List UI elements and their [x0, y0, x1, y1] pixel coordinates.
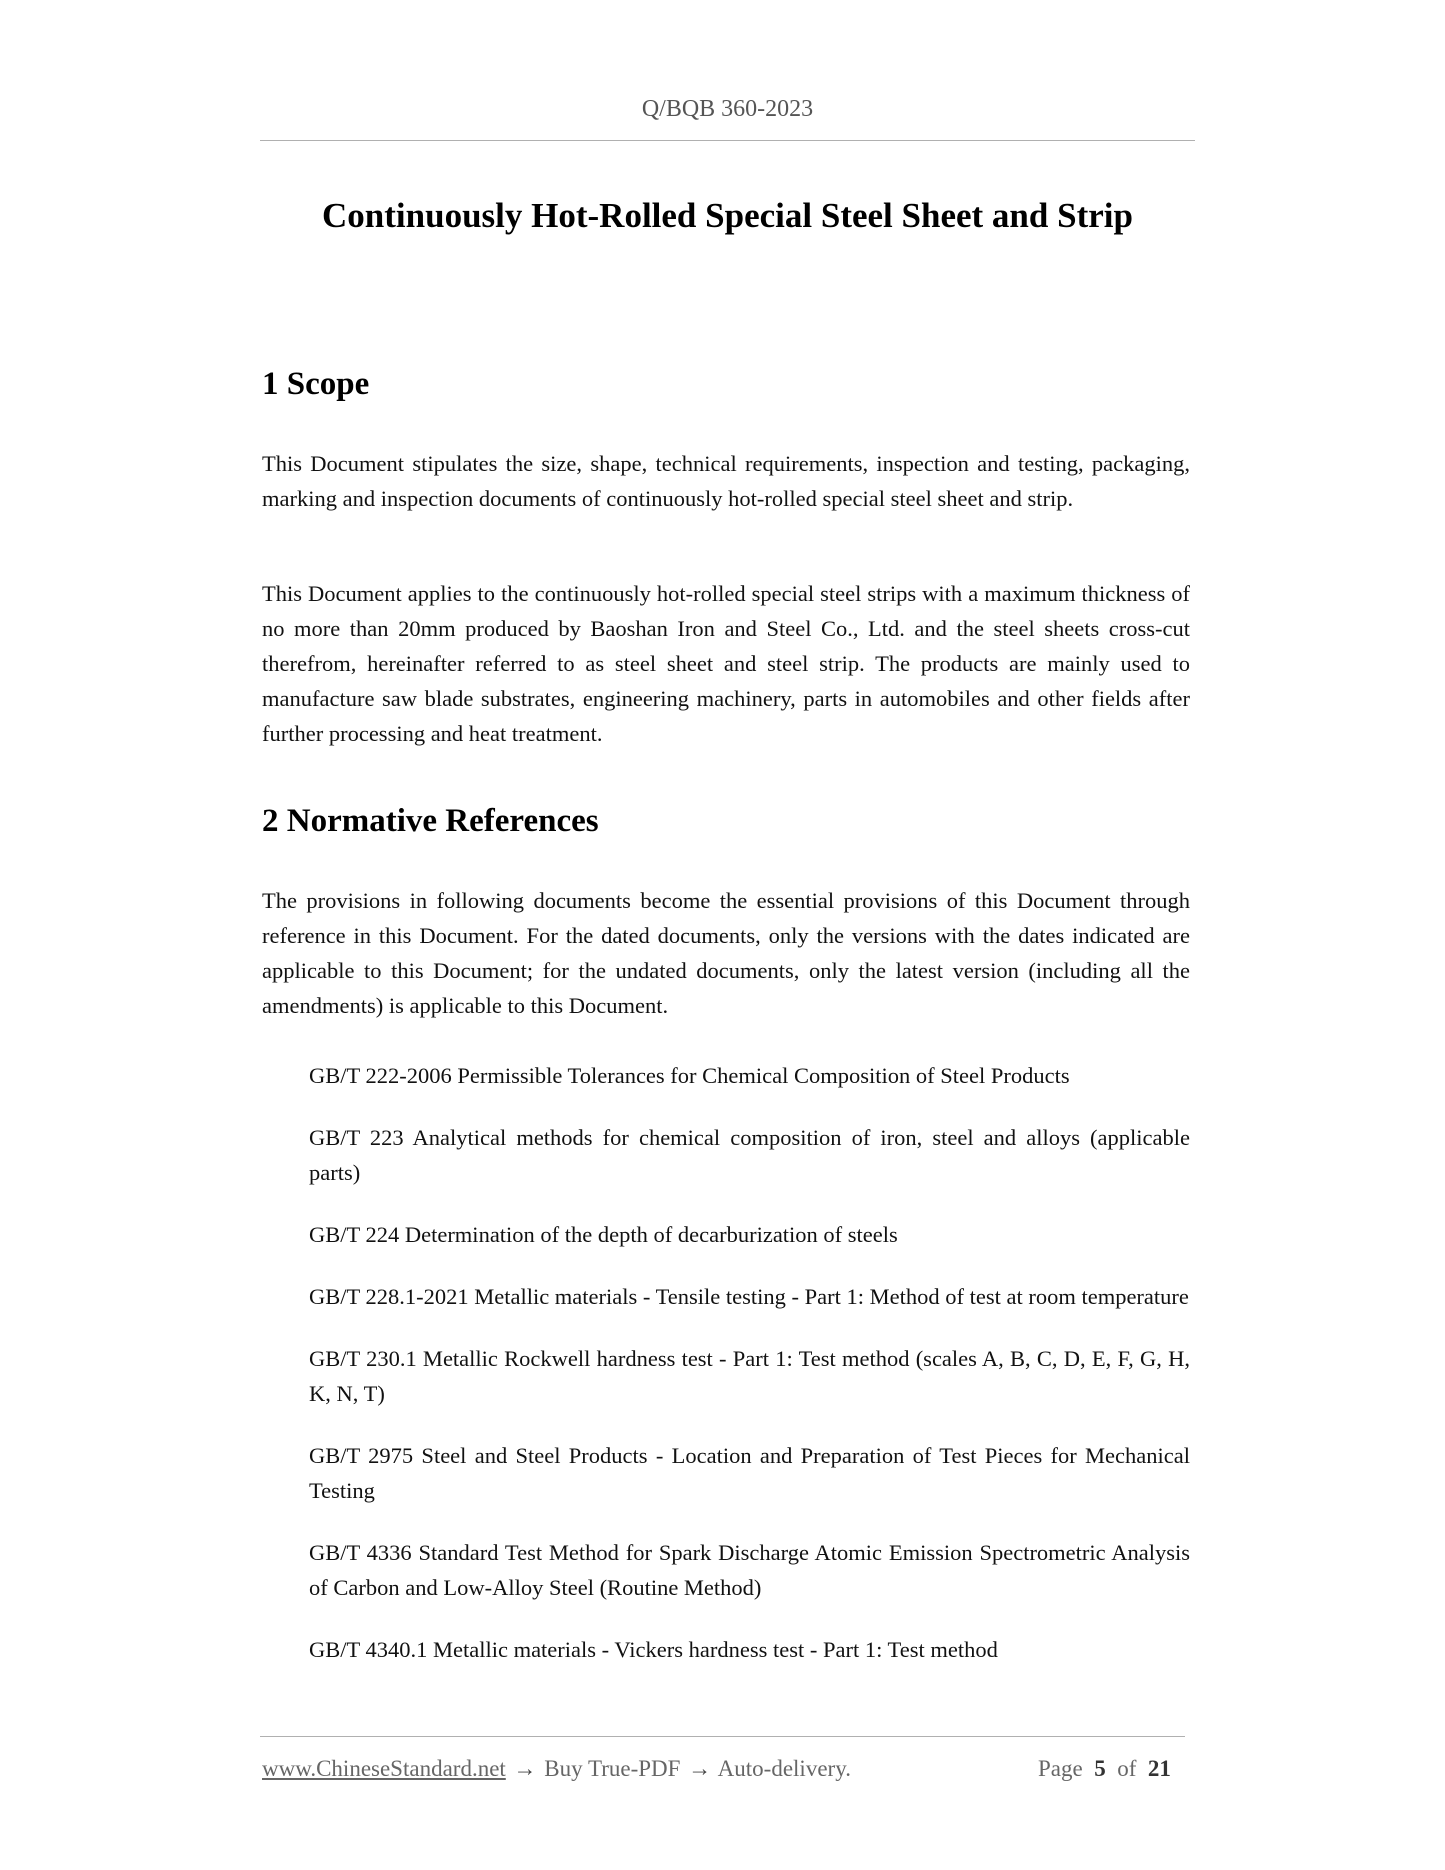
current-page-number: 5: [1094, 1756, 1106, 1781]
scope-paragraph-1: This Document stipulates the size, shape, technical requirements, inspection and testing, packaging, marking and inspection documents of continuously hot-rolled special steel sheet and strip.: [262, 451, 1190, 511]
arrow-right-icon: →: [513, 1756, 537, 1781]
reference-item: GB/T 230.1 Metallic Rockwell hardness test - Part 1: Test method (scales A, B, C, D, E, F, G, H, K, N, T): [309, 1346, 1190, 1406]
reference-item: GB/T 223 Analytical methods for chemical composition of iron, steel and alloys (applicable parts): [309, 1125, 1190, 1185]
arrow-right-icon: →: [688, 1756, 712, 1781]
scope-paragraph-2-wrap: [262, 576, 1190, 751]
scope-paragraph-1-wrap: [262, 446, 1190, 516]
section-heading-references: 2 Normative References: [262, 803, 599, 839]
reference-list: [309, 1058, 1190, 1694]
references-intro: The provisions in following documents become the essential provisions of this Document through reference in this Document. For the dated documents, only the versions with the dates indicated are applicable to this Document; for the undated documents, only the latest version (including all the amendments) is applicable to this Document.: [262, 888, 1190, 1018]
document-title: Continuously Hot-Rolled Special Steel Sheet and Strip: [322, 196, 1133, 235]
reference-item: GB/T 222-2006 Permissible Tolerances for Chemical Composition of Steel Products: [309, 1063, 1070, 1088]
buy-pdf-text: Buy True-PDF: [544, 1756, 681, 1781]
section-references: [262, 803, 1190, 840]
website-link[interactable]: www.ChineseStandard.net: [262, 1756, 506, 1781]
reference-item: GB/T 224 Determination of the depth of decarburization of steels: [309, 1222, 898, 1247]
total-pages-number: 21: [1147, 1756, 1171, 1781]
reference-item: GB/T 228.1-2021 Metallic materials - Tensile testing - Part 1: Method of test at room temperature: [309, 1284, 1189, 1309]
reference-item: GB/T 4336 Standard Test Method for Spark Discharge Atomic Emission Spectrometric Analysis of Carbon and Low-Alloy Steel (Routine Method): [309, 1540, 1190, 1600]
of-label: of: [1117, 1756, 1137, 1781]
reference-item: GB/T 4340.1 Metallic materials - Vickers hardness test - Part 1: Test method: [309, 1637, 998, 1662]
reference-item: GB/T 2975 Steel and Steel Products - Location and Preparation of Test Pieces for Mechanical Testing: [309, 1443, 1190, 1503]
header-divider: [260, 140, 1195, 141]
document-code: Q/BQB 360-2023: [641, 96, 814, 122]
footer-promo: [262, 1756, 851, 1782]
page-label: Page: [1038, 1756, 1083, 1781]
references-intro-wrap: [262, 883, 1190, 1023]
page-indicator: [1038, 1756, 1171, 1782]
auto-delivery-text: Auto-delivery.: [717, 1756, 851, 1781]
footer-divider: [260, 1736, 1185, 1737]
scope-paragraph-2: This Document applies to the continuously hot-rolled special steel strips with a maximum thickness of no more than 20mm produced by Baoshan Iron and Steel Co., Ltd. and the steel sheets cross-cut therefrom, hereinafter referred to as steel sheet and steel strip. The products are mainly used to manufacture saw blade substrates, engineering machinery, parts in automobiles and other fields after further processing and heat treatment.: [262, 581, 1190, 746]
section-scope: [262, 366, 1190, 403]
section-heading-scope: 1 Scope: [262, 366, 370, 402]
